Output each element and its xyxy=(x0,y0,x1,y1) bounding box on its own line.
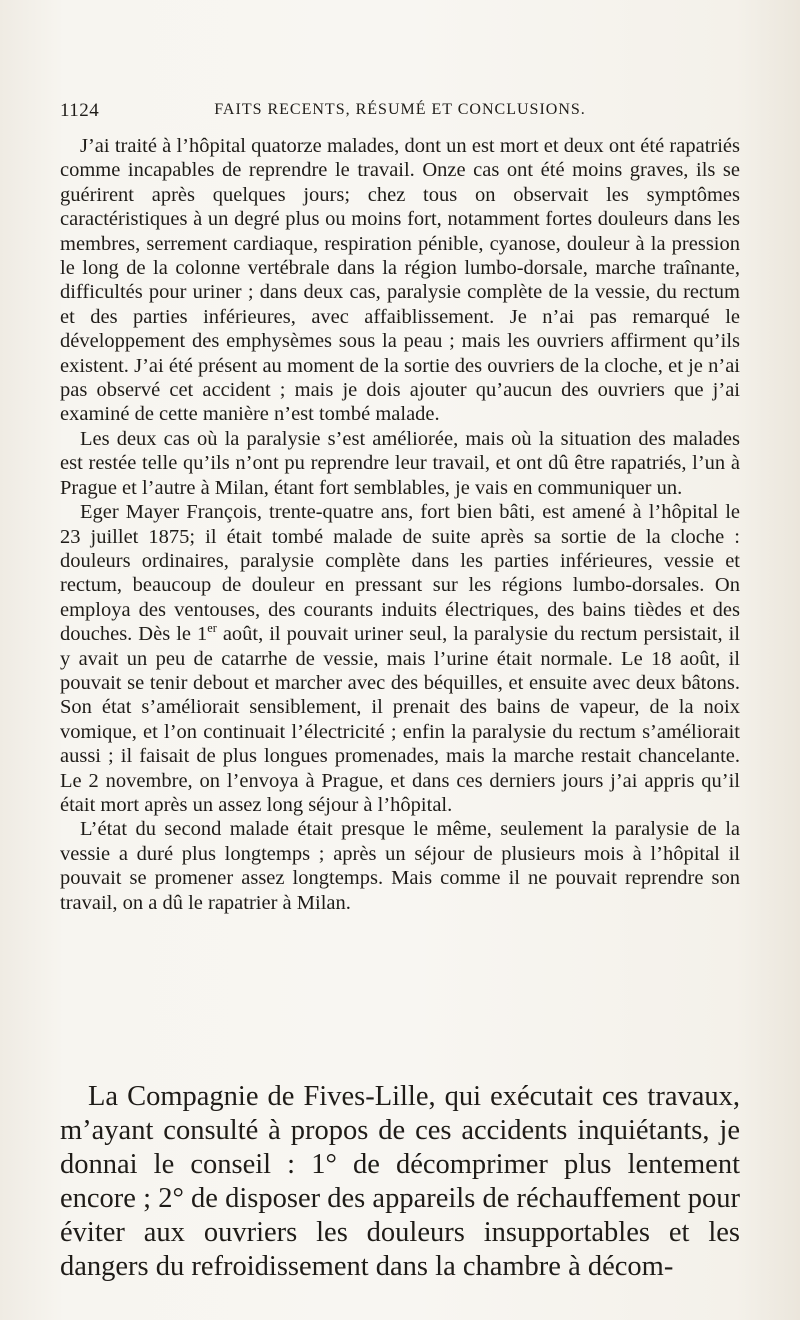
paragraph-3-text-after-superscript: août, il pouvait uriner seul, la paralysie du rectum persistait, il y avait un peu de catarrhe de vessie, mais l’urine était normale. Le 18 août, il pouvait se tenir debout et marcher avec des béquilles, et ensuite avec deux bâtons. Son état s’améliorait sensiblement, il prenait des bains de vapeur, de la noix vomique, et l’on continuait l’électricité ; enfin la paralysie du rectum s’améliorait aussi ; il faisait de plus longues promenades, mais la marche restait chancelante. Le 2 novembre, on l’envoya à Prague, et dans ces derniers jours j’ai appris qu’il était mort après un assez long séjour à l’hôpital. xyxy=(60,623,740,816)
paragraph-2: Les deux cas où la paralysie s’est améliorée, mais où la situation des malades est restée telle qu’ils n’ont pu reprendre leur travail, et ont dû être rapatriés, l’un à Prague et l’autre à Milan, étant fort semblables, je vais en communiquer un. xyxy=(60,427,740,499)
page-number: 1124 xyxy=(60,100,100,121)
paragraph-3-text-before-superscript: Eger Mayer François, trente-quatre ans, fort bien bâti, est amené à l’hôpital le 23 juillet 1875; il était tombé malade de suite après sa sortie de la cloche : douleurs ordinaires, paralysie complète dans les parties inférieures, vessie et rectum, beaucoup de douleur en pressant sur les régions lumbo-dorsales. On employa des ventouses, des courants induits électriques, des bains tièdes et des douches. Dès le 1 xyxy=(60,501,740,646)
large-paragraph: La Compagnie de Fives-Lille, qui exécutait ces travaux, m’ayant consulté à propos de ces accidents inquiétants, je donnai le conseil : 1° de décomprimer plus lentement encore ; 2° de disposer des appareils de réchauffement pour éviter aux ouvriers les douleurs insupportables et les dangers du refroidissement dans la chambre à décom- xyxy=(60,1081,740,1282)
body-text xyxy=(60,134,740,915)
superscript: er xyxy=(207,621,217,636)
running-head: FAITS RECENTS, RÉSUMÉ ET CONCLUSIONS. xyxy=(214,101,586,118)
paragraph-4: L’état du second malade était presque le même, seulement la paralysie de la vessie a duré plus longtemps ; après un séjour de plusieurs mois à l’hôpital il pouvait se promener assez longtemps. Mais comme il ne pouvait reprendre son travail, on a dû le rapatrier à Milan. xyxy=(60,818,740,914)
paragraph-3 xyxy=(60,500,740,817)
paragraph-1: J’ai traité à l’hôpital quatorze malades, dont un est mort et deux ont été rapatriés comme incapables de reprendre le travail. Onze cas ont été moins graves, ils se guérirent après quelques jours; chez tous on observait les symptômes caractéristiques à un degré plus ou moins fort, notamment fortes douleurs dans les membres, serrement cardiaque, respiration pénible, cyanose, douleur à la pression le long de la colonne vertébrale dans la région lumbo-dorsale, marche traînante, difficultés pour uriner ; dans deux cas, paralysie complète de la vessie, du rectum et des parties inférieures, avec affaiblissement. Je n’ai pas remarqué le développement des emphysèmes sous la peau ; mais les ouvriers affirment qu’ils existent. J’ai été présent au moment de la sortie des ouvriers de la cloche, et je n’ai pas observé cet accident ; mais je dois ajouter qu’aucun des ouvriers que j’ai examiné de cette manière n’est tombé malade. xyxy=(60,135,740,426)
large-text-block xyxy=(60,1080,740,1284)
page-header xyxy=(60,100,740,126)
